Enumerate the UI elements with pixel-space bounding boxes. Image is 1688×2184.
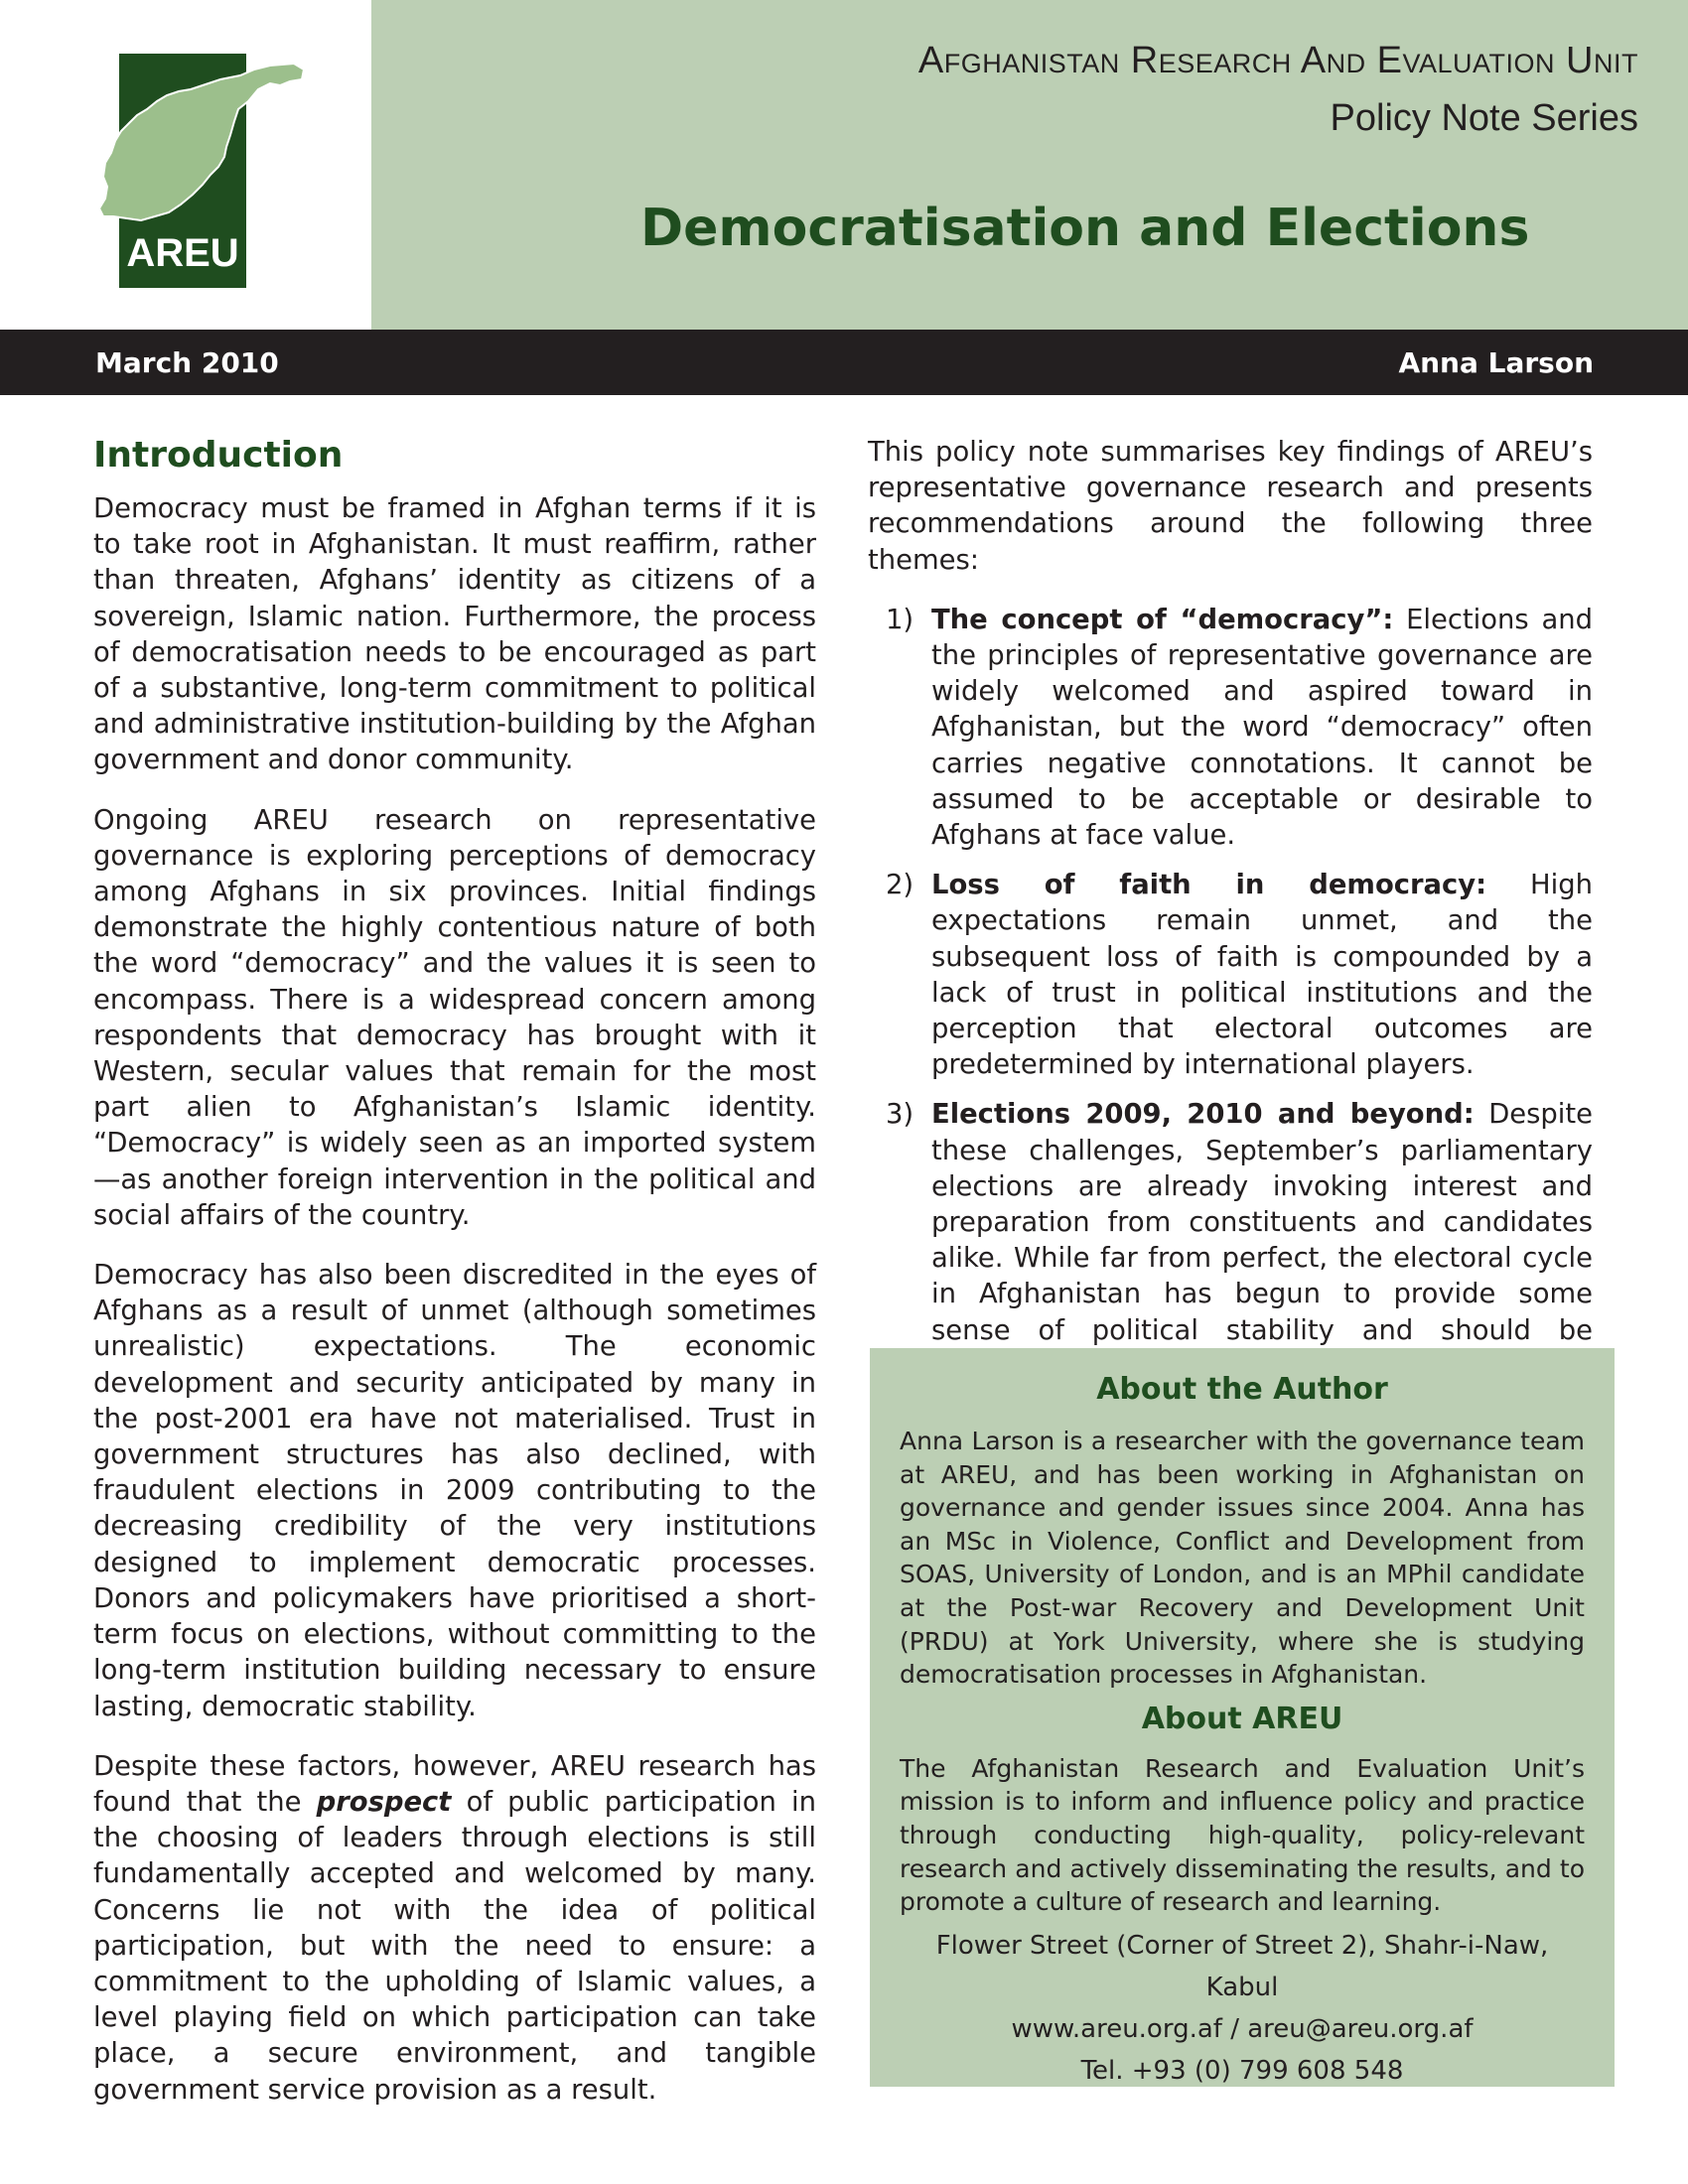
intro-paragraph-2: Ongoing AREU research on representative governance is exploring perceptions of democracy among Afghans in six provinces. Initial findings demonstrate the highly contentious nature of both the word “democracy” and the values it is seen to encompass. There is a widespread concern among respondents that democracy has brought with it Western, secular values that remain for the most part alien to Afghanistan’s Islamic identity. “Democracy” is widely seen as an imported system—as another foreign intervention in the political and social affairs of the country. [93, 804, 816, 1231]
about-areu-text: The Afghanistan Research and Evaluation Unit’s mission is to inform and influence policy and practice through conducting high-quality, policy-relevant research and actively disseminating the results, and to promote a culture of research and learning. [900, 1753, 1585, 1917]
intro-paragraph-4-end: of public participation in the choosing of leaders through elections is still fundamentally accepted and welcomed by many. Concerns lie not with the idea of political participation, but with the need to ensure: a commitment to the upholding of Islamic values, a level playing field on which participation can take place, a secure environment, and tangible government service provision as a result. [93, 1786, 817, 2106]
series-name: Policy Note Series [1330, 97, 1638, 139]
about-areu-heading: About AREU [1141, 1701, 1343, 1736]
list-item [868, 868, 1593, 1083]
summary-lead: This policy note summarises key findings of AREU’s representative governance research and presents recommendations around the following three themes: [868, 437, 1593, 576]
author-name: Anna Larson [1398, 346, 1594, 379]
list-item [868, 603, 1593, 854]
about-author-text: Anna Larson is a researcher with the governance team at AREU, and has been working in Afghanistan on governance and gender issues since 2004. Anna has an MSc in Violence, Conflict and Development from SOAS, University of London, and is an MPhil candidate at the Post-war Recovery and Development Unit (PRDU) at York University, where she is studying democratisation processes in Afghanistan. [900, 1427, 1585, 1690]
theme-title: Elections 2009, 2010 and beyond: [931, 1099, 1475, 1131]
list-number: 2) [886, 870, 914, 901]
emphasis-prospect: prospect [316, 1786, 452, 1818]
theme-title: The concept of “democracy”: [931, 604, 1394, 635]
publication-date: March 2010 [95, 346, 279, 379]
theme-title: Loss of faith in democracy: [931, 870, 1487, 901]
areu-phone: Tel. +93 (0) 799 608 548 [1080, 2055, 1404, 2086]
theme-text: Elections and the principles of representative governance are widely welcomed and aspired toward in Afghanistan, but the word “democracy” often carries negative connotations. It cannot be assumed to be acceptable or desirable to Afghans at face value. [931, 604, 1593, 852]
org-name: Afghanistan Research And Evaluation Unit [917, 40, 1638, 81]
left-column [93, 435, 816, 2132]
afghanistan-map-icon [95, 50, 309, 293]
about-author-heading: About the Author [1096, 1372, 1388, 1407]
themes-list [868, 603, 1593, 1421]
list-number: 3) [886, 1099, 914, 1131]
meta-bar [0, 330, 1688, 395]
about-box [870, 1348, 1615, 2087]
theme-text: High expectations remain unmet, and the subsequent loss of faith is compounded by a lack of trust in political institutions and the perception that electoral outcomes are predetermined by international players. [931, 870, 1593, 1081]
intro-paragraph-1: Democracy must be framed in Afghan terms if it is to take root in Afghanistan. It must reaffirm, rather than threaten, Afghans’ identity as citizens of a sovereign, Islamic nation. Furthermore, the process of democratisation needs to be encouraged as part of a substantive, long-term commitment to political and administrative institution-building by the Afghan government and donor community. [93, 493, 816, 776]
theme-text: Despite these challenges, September’s parliamentary elections are already invoking interest and preparation from constituents and candidates alike. While far from perfect, the electoral cycle in Afghanistan has begun to provide some sense of political stability and should be [931, 1099, 1593, 1346]
intro-paragraph-4 [93, 1749, 816, 2109]
areu-web-email[interactable]: www.areu.org.af / areu@areu.org.af [1011, 2013, 1474, 2044]
areu-logo [95, 50, 309, 293]
intro-paragraph-4-start: Despite these factors, however, AREU research has found that the [93, 1750, 816, 1818]
right-column [868, 435, 1593, 1434]
introduction-heading: Introduction [93, 435, 344, 476]
logo-text: AREU [126, 231, 239, 275]
list-number: 1) [886, 604, 914, 635]
areu-address: Flower Street (Corner of Street 2), Shahr-i-Naw, Kabul [935, 1930, 1549, 2002]
page-title: Democratisation and Elections [640, 199, 1530, 258]
intro-paragraph-3: Democracy has also been discredited in the eyes of Afghans as a result of unmet (although sometimes unrealistic) expectations. The economic development and security anticipated by many in the post-2001 era have not materialised. Trust in government structures has also declined, with fraudulent elections in 2009 contributing to the decreasing credibility of the very institutions designed to implement democratic processes. Donors and policymakers have prioritised a short-term focus on elections, without committing to the long-term institution building necessary to ensure lasting, democratic stability. [93, 1260, 816, 1722]
